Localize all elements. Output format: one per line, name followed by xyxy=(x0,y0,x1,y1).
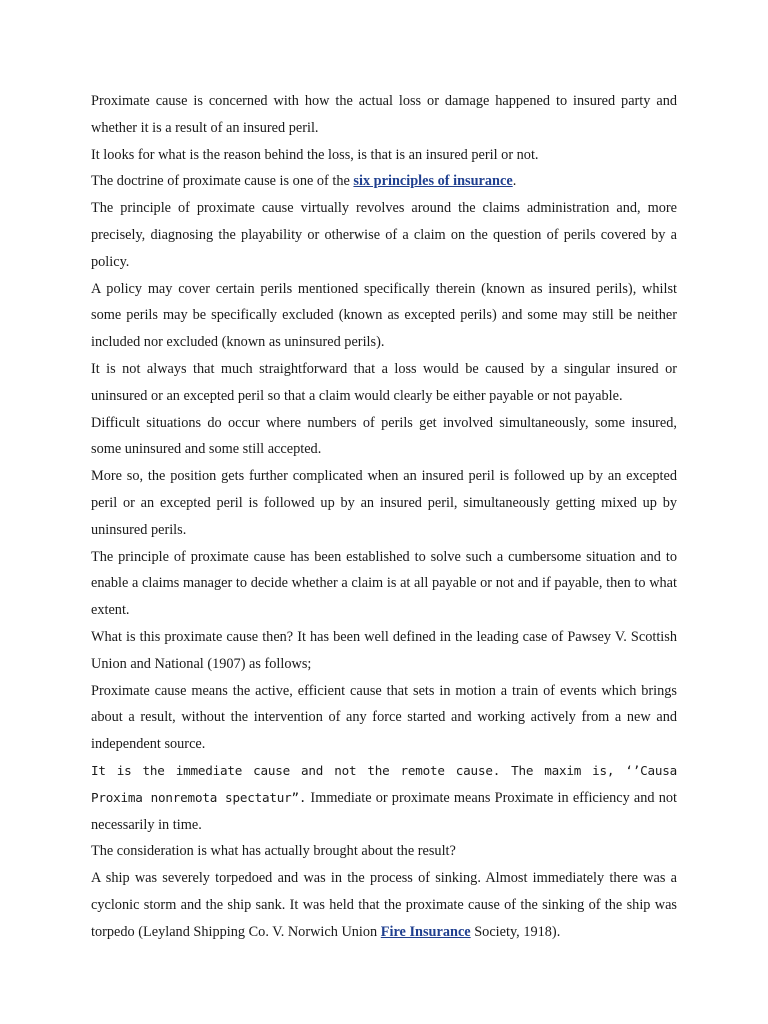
paragraph-difficult-situations: Difficult situations do occur where numbers of perils get involved simultaneously, some insured, some uninsured and some still accepted. xyxy=(91,414,677,458)
paragraph-doctrine xyxy=(91,168,677,195)
paragraph-complicated: More so, the position gets further complicated when an insured peril is followed up by an excepted peril or an excepted peril is followed up by an insured peril, simultaneously getting mixed up by uninsured perils. xyxy=(91,468,677,538)
maxim-text: It is the immediate cause and not the remote cause. The maxim is, ‘’Causa Proxima nonremota spectatur”. xyxy=(91,762,677,805)
paragraph-principle-established: The principle of proximate cause has been established to solve such a cumbersome situation and to enable a claims manager to decide whether a claim is at all payable or not and if payable, then to what extent. xyxy=(91,548,677,619)
paragraph-pawsey-case: What is this proximate cause then? It has been well defined in the leading case of Pawsey V. Scottish Union and National (1907) as follows; xyxy=(91,628,677,672)
paragraph-consideration: The consideration is what has actually brought about the result? xyxy=(91,843,456,860)
paragraph-not-straightforward: It is not always that much straightforward that a loss would be caused by a singular insured or uninsured or an excepted peril so that a claim would clearly be either payable or not payable. xyxy=(91,360,677,404)
doctrine-period: . xyxy=(512,173,517,190)
paragraph-definition: Proximate cause is concerned with how the actual loss or damage happened to insured party and whether it is a result of an insured peril. xyxy=(91,93,677,136)
ship-case-text: A ship was severely torpedoed and was in the process of sinking. Almost immediately there was a cyclonic storm and the ship sank. It was held that the proximate cause of the sinking of the ship was torpedo (Leyland Shipping Co. V. Norwich Union xyxy=(91,870,677,940)
paragraph-claims-administration: The principle of proximate cause virtually revolves around the claims administration and, more precisely, diagnosing the playability or otherwise of a claim on the question of perils covered by a policy. xyxy=(91,200,677,270)
paragraph-policy-perils: A policy may cover certain perils mentioned specifically therein (known as insured perils), whilst some perils may be specifically excluded (known as excepted perils) and some may still be neither included nor excluded (known as uninsured perils). xyxy=(91,280,677,351)
paragraph-reason: It looks for what is the reason behind the loss, is that is an insured peril or not. xyxy=(91,146,539,163)
six-principles-link[interactable]: six principles of insurance xyxy=(353,173,513,190)
paragraph-maxim xyxy=(91,758,677,838)
immediate-meaning-text: Immediate or proximate means Proximate in efficiency and not necessarily in time. xyxy=(91,789,677,833)
fire-insurance-link[interactable]: Fire Insurance xyxy=(380,923,471,940)
paragraph-proximate-meaning: Proximate cause means the active, efficient cause that sets in motion a train of events which brings about a result, without the intervention of any force started and working actively from a new and independent source. xyxy=(91,682,677,753)
paragraph-ship-case xyxy=(91,865,677,945)
doctrine-text: The doctrine of proximate cause is one of the xyxy=(91,173,354,190)
ship-case-ending: Society, 1918). xyxy=(470,923,561,940)
document-body xyxy=(91,88,677,946)
